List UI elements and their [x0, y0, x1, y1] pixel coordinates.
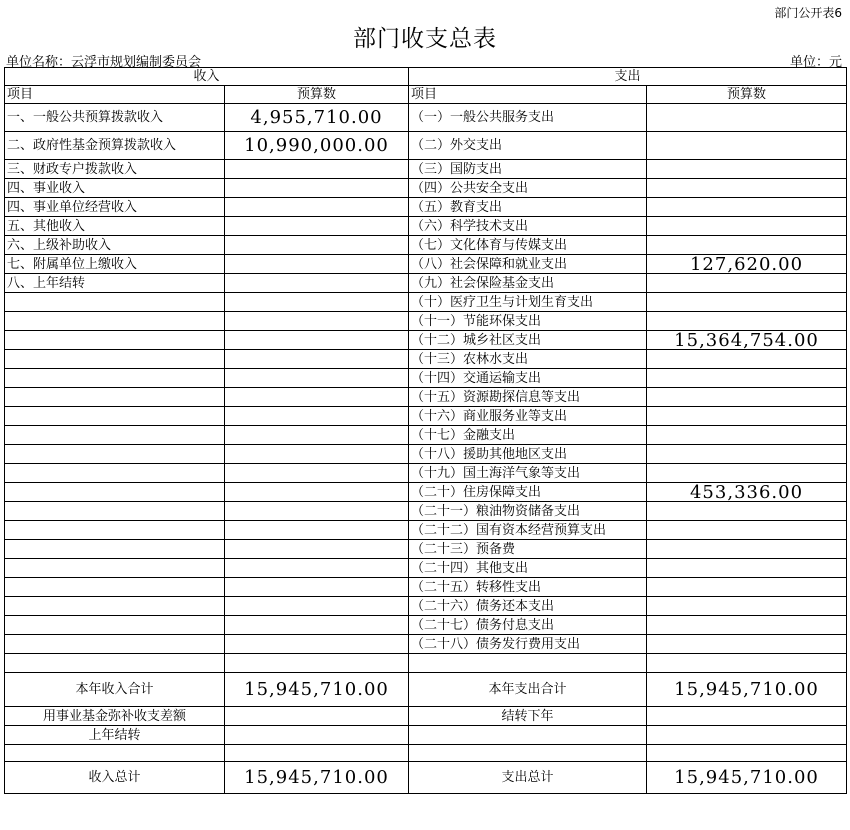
income-name: 七、附属单位上缴收入	[5, 255, 225, 274]
summary-income-label	[5, 745, 225, 762]
expense-value	[647, 635, 847, 654]
expense-value	[647, 236, 847, 255]
expense-value	[647, 426, 847, 445]
income-name	[5, 464, 225, 483]
table-row	[5, 502, 847, 521]
expense-value	[647, 274, 847, 293]
income-name	[5, 559, 225, 578]
income-name	[5, 312, 225, 331]
income-name	[5, 426, 225, 445]
table-row	[5, 445, 847, 464]
income-value	[225, 198, 409, 217]
income-name	[5, 654, 225, 673]
summary-expense-value: 15,945,710.00	[647, 762, 847, 794]
expense-name: （二十）住房保障支出	[409, 483, 647, 502]
income-name	[5, 540, 225, 559]
expense-value	[647, 445, 847, 464]
income-value: 10,990,000.00	[225, 132, 409, 160]
expense-value	[647, 293, 847, 312]
expense-name: （三）国防支出	[409, 160, 647, 179]
income-value	[225, 179, 409, 198]
summary-income-label: 收入总计	[5, 762, 225, 794]
income-value	[225, 464, 409, 483]
summary-income-value	[225, 726, 409, 745]
expense-name: （十五）资源勘探信息等支出	[409, 388, 647, 407]
expense-name: （四）公共安全支出	[409, 179, 647, 198]
income-value	[225, 388, 409, 407]
summary-expense-label	[409, 745, 647, 762]
expense-name: （一）一般公共服务支出	[409, 104, 647, 132]
income-name: 二、政府性基金预算拨款收入	[5, 132, 225, 160]
expense-value	[647, 179, 847, 198]
summary-row	[5, 745, 847, 762]
expense-name: （八）社会保障和就业支出	[409, 255, 647, 274]
income-value	[225, 540, 409, 559]
income-name: 八、上年结转	[5, 274, 225, 293]
summary-expense-value: 15,945,710.00	[647, 673, 847, 707]
unit-name: 单位名称：云浮市规划编制委员会	[6, 55, 202, 70]
table-row	[5, 274, 847, 293]
income-name	[5, 293, 225, 312]
expense-value	[647, 350, 847, 369]
expense-name: （十四）交通运输支出	[409, 369, 647, 388]
income-name	[5, 388, 225, 407]
summary-row	[5, 726, 847, 745]
table-row	[5, 104, 847, 132]
summary-expense-value	[647, 745, 847, 762]
income-value	[225, 350, 409, 369]
table-row	[5, 464, 847, 483]
income-value	[225, 502, 409, 521]
income-value	[225, 369, 409, 388]
expense-name: （二十八）债务发行费用支出	[409, 635, 647, 654]
summary-income-label: 本年收入合计	[5, 673, 225, 707]
income-header: 收入	[5, 68, 409, 86]
expense-name: （二十三）预备费	[409, 540, 647, 559]
expense-name: （二）外交支出	[409, 132, 647, 160]
table-row	[5, 331, 847, 350]
expense-value	[647, 407, 847, 426]
expense-name: （五）教育支出	[409, 198, 647, 217]
expense-value	[647, 559, 847, 578]
expense-value	[647, 521, 847, 540]
income-value	[225, 597, 409, 616]
expense-name: （二十五）转移性支出	[409, 578, 647, 597]
summary-expense-label: 结转下年	[409, 707, 647, 726]
table-row	[5, 388, 847, 407]
expense-value	[647, 654, 847, 673]
table-row	[5, 559, 847, 578]
income-name: 四、事业单位经营收入	[5, 198, 225, 217]
income-item-header: 项目	[5, 86, 225, 104]
income-name	[5, 635, 225, 654]
income-name	[5, 369, 225, 388]
income-name: 五、其他收入	[5, 217, 225, 236]
income-value	[225, 559, 409, 578]
table-row	[5, 198, 847, 217]
expense-value	[647, 616, 847, 635]
income-value	[225, 483, 409, 502]
expense-value	[647, 132, 847, 160]
table-row	[5, 217, 847, 236]
income-value	[225, 578, 409, 597]
income-value	[225, 407, 409, 426]
unit-label: 单位：元	[789, 55, 842, 70]
summary-expense-label: 支出总计	[409, 762, 647, 794]
table-row	[5, 597, 847, 616]
income-value	[225, 654, 409, 673]
expense-value	[647, 540, 847, 559]
expense-name: （十三）农林水支出	[409, 350, 647, 369]
income-value	[225, 426, 409, 445]
expense-name: （十八）援助其他地区支出	[409, 445, 647, 464]
income-name: 六、上级补助收入	[5, 236, 225, 255]
expense-name: （十）医疗卫生与计划生育支出	[409, 293, 647, 312]
table-row	[5, 426, 847, 445]
table-row	[5, 160, 847, 179]
summary-expense-value	[647, 726, 847, 745]
summary-income-value	[225, 707, 409, 726]
expense-value	[647, 217, 847, 236]
income-name	[5, 331, 225, 350]
expense-value	[647, 388, 847, 407]
expense-name: （二十一）粮油物资储备支出	[409, 502, 647, 521]
income-value	[225, 293, 409, 312]
expense-name: （二十七）债务付息支出	[409, 616, 647, 635]
expense-value	[647, 502, 847, 521]
expense-value	[647, 578, 847, 597]
expense-name: （十七）金融支出	[409, 426, 647, 445]
expense-name: （六）科学技术支出	[409, 217, 647, 236]
income-value	[225, 160, 409, 179]
income-name	[5, 502, 225, 521]
income-value	[225, 274, 409, 293]
summary-expense-label	[409, 726, 647, 745]
table-row	[5, 483, 847, 502]
income-name	[5, 483, 225, 502]
table-row	[5, 540, 847, 559]
income-value	[225, 635, 409, 654]
expense-name: （十一）节能环保支出	[409, 312, 647, 331]
expense-value	[647, 160, 847, 179]
summary-row	[5, 707, 847, 726]
summary-expense-value	[647, 707, 847, 726]
table-row	[5, 407, 847, 426]
table-row	[5, 236, 847, 255]
expense-value	[647, 464, 847, 483]
income-value	[225, 255, 409, 274]
form-code: 部门公开表6	[774, 6, 842, 20]
income-budget-header: 预算数	[225, 86, 409, 104]
expense-name: （九）社会保险基金支出	[409, 274, 647, 293]
expense-budget-header: 预算数	[647, 86, 847, 104]
summary-row	[5, 673, 847, 707]
summary-income-label: 用事业基金弥补收支差额	[5, 707, 225, 726]
income-name	[5, 597, 225, 616]
income-value: 4,955,710.00	[225, 104, 409, 132]
expense-name: （十二）城乡社区支出	[409, 331, 647, 350]
table-row	[5, 312, 847, 331]
income-name: 一、一般公共预算拨款收入	[5, 104, 225, 132]
income-name	[5, 616, 225, 635]
expense-value	[647, 312, 847, 331]
income-value	[225, 217, 409, 236]
expense-value	[647, 597, 847, 616]
expense-name: （二十四）其他支出	[409, 559, 647, 578]
expense-name: （十九）国土海洋气象等支出	[409, 464, 647, 483]
expense-name: （二十二）国有资本经营预算支出	[409, 521, 647, 540]
income-value	[225, 616, 409, 635]
table-row	[5, 369, 847, 388]
income-value	[225, 445, 409, 464]
expense-name: （七）文化体育与传媒支出	[409, 236, 647, 255]
table-row	[5, 179, 847, 198]
table-row	[5, 255, 847, 274]
summary-income-value: 15,945,710.00	[225, 673, 409, 707]
income-name	[5, 350, 225, 369]
table-row	[5, 521, 847, 540]
page-title: 部门收支总表	[353, 26, 497, 52]
income-value	[225, 521, 409, 540]
income-name: 四、事业收入	[5, 179, 225, 198]
expense-name: （十六）商业服务业等支出	[409, 407, 647, 426]
income-value	[225, 236, 409, 255]
income-value	[225, 312, 409, 331]
table-row	[5, 616, 847, 635]
table-row	[5, 132, 847, 160]
summary-income-label: 上年结转	[5, 726, 225, 745]
table-row	[5, 293, 847, 312]
expense-value: 127,620.00	[647, 255, 847, 274]
budget-table	[4, 67, 847, 794]
table-row	[5, 578, 847, 597]
income-name	[5, 407, 225, 426]
income-name	[5, 445, 225, 464]
summary-income-value: 15,945,710.00	[225, 762, 409, 794]
table-row	[5, 654, 847, 673]
expense-name	[409, 654, 647, 673]
income-name	[5, 521, 225, 540]
expense-value	[647, 369, 847, 388]
expense-value	[647, 198, 847, 217]
summary-row	[5, 762, 847, 794]
income-value	[225, 331, 409, 350]
expense-item-header: 项目	[409, 86, 647, 104]
income-name	[5, 578, 225, 597]
expense-name: （二十六）债务还本支出	[409, 597, 647, 616]
expense-value: 15,364,754.00	[647, 331, 847, 350]
expense-header: 支出	[409, 68, 847, 86]
summary-income-value	[225, 745, 409, 762]
table-row	[5, 635, 847, 654]
expense-value	[647, 104, 847, 132]
expense-value: 453,336.00	[647, 483, 847, 502]
summary-expense-label: 本年支出合计	[409, 673, 647, 707]
income-name: 三、财政专户拨款收入	[5, 160, 225, 179]
table-row	[5, 350, 847, 369]
